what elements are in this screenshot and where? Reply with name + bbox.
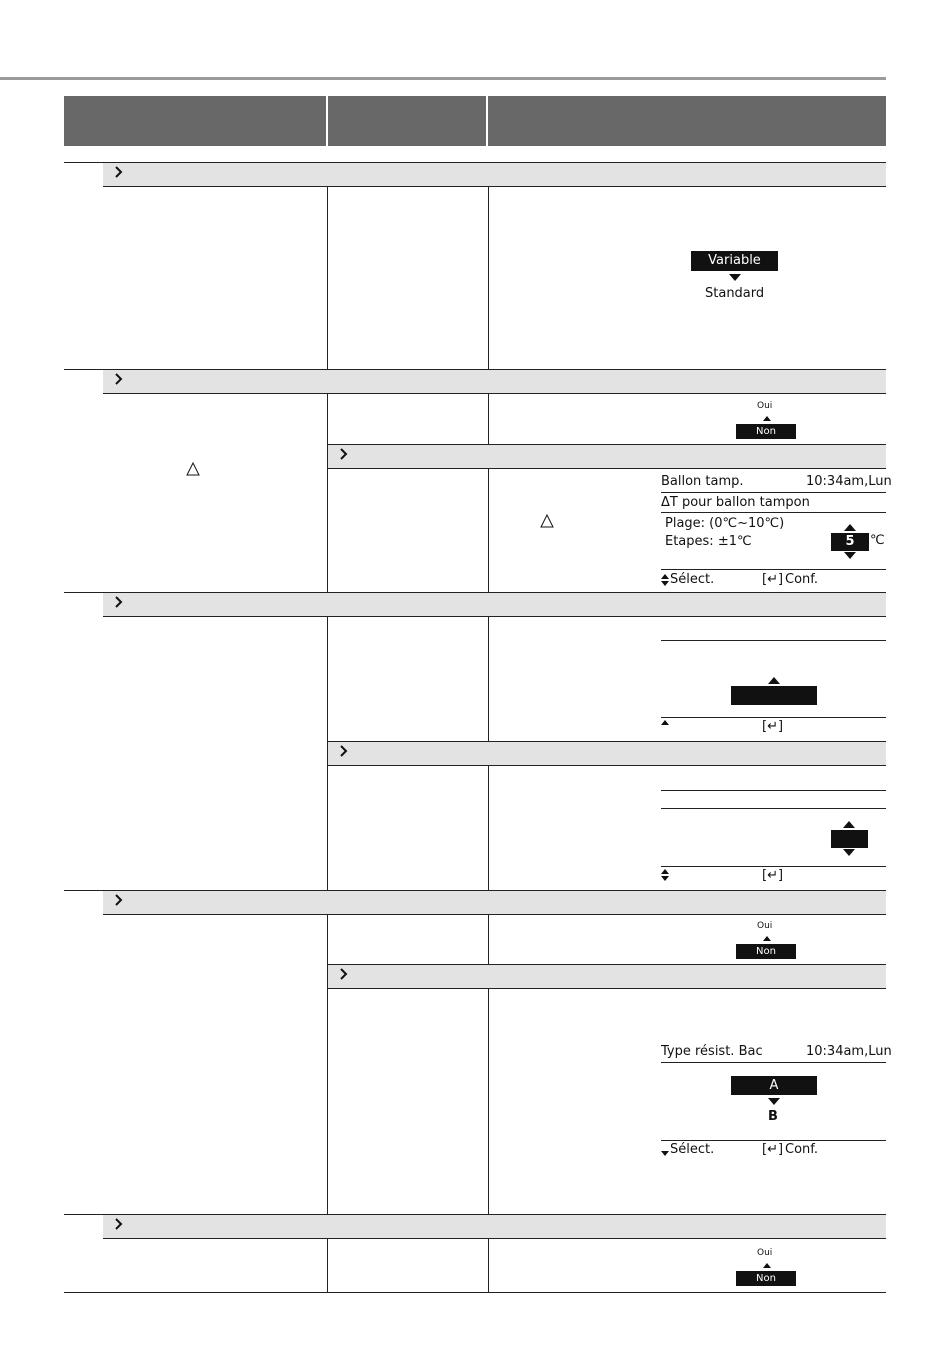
down-arrow-icon xyxy=(768,1098,780,1105)
buffer-screen-steps: Etapes: ±1℃ xyxy=(665,534,752,549)
up-arrow-icon xyxy=(768,677,780,684)
down-arrow-icon xyxy=(661,1151,669,1156)
col-divider xyxy=(327,915,328,1214)
section-4-band xyxy=(103,890,886,915)
up-arrow-icon xyxy=(763,1263,771,1268)
section-3-band xyxy=(103,592,886,617)
enter-icon: [↵] xyxy=(762,719,784,734)
warning-triangle-icon xyxy=(540,514,554,528)
down-arrow-icon xyxy=(843,849,855,856)
variable-other-option: Standard xyxy=(705,286,765,301)
toggle-1-option-selected: Non xyxy=(736,424,796,439)
screen-rule xyxy=(661,790,886,791)
section-1-band xyxy=(103,162,886,187)
col-divider xyxy=(327,1239,328,1292)
up-arrow-icon xyxy=(661,720,669,725)
drain-screen-title: Type résist. Bac xyxy=(661,1044,763,1059)
up-arrow-icon xyxy=(844,524,856,531)
sub-band-3a xyxy=(328,741,886,766)
col-divider xyxy=(327,187,328,369)
toggle-2-option-selected: Non xyxy=(736,944,796,959)
buffer-screen-range: Plage: (0℃~10℃) xyxy=(665,516,785,531)
buffer-screen-time: 10:34am,Lun xyxy=(806,474,892,489)
buffer-screen-subtitle: ΔT pour ballon tampon xyxy=(661,495,810,510)
table-bottom-rule xyxy=(64,1292,886,1293)
drain-screen-time: 10:34am,Lun xyxy=(806,1044,892,1059)
col-divider xyxy=(488,1239,489,1292)
col-divider xyxy=(488,394,489,592)
chevron-right-icon xyxy=(115,373,123,385)
screen-rule xyxy=(661,569,886,570)
buffer-screen-title: Ballon tamp. xyxy=(661,474,744,489)
chevron-right-icon xyxy=(340,745,348,757)
enter-icon: [↵] xyxy=(762,572,784,587)
enter-icon: [↵] xyxy=(762,868,784,883)
toggle-2-option-top: Oui xyxy=(757,921,773,931)
chevron-right-icon xyxy=(340,448,348,460)
screen-rule xyxy=(661,808,886,809)
chevron-right-icon xyxy=(115,1218,123,1230)
top-rule xyxy=(0,77,886,80)
col-divider xyxy=(488,915,489,1214)
drain-screen-other: B xyxy=(768,1109,778,1124)
screen-rule xyxy=(661,1062,886,1063)
buffer-screen-confirm: Conf. xyxy=(785,572,819,587)
buffer-screen-unit: ℃ xyxy=(870,533,885,548)
up-arrow-icon xyxy=(661,574,669,579)
table-header-col-2 xyxy=(328,96,486,146)
enter-icon: [↵] xyxy=(762,1142,784,1157)
chevron-right-icon xyxy=(115,894,123,906)
chevron-right-icon xyxy=(115,596,123,608)
section-5-band xyxy=(103,1214,886,1239)
blank-value-box xyxy=(831,830,868,848)
drain-screen-select: Sélect. xyxy=(670,1142,715,1157)
drain-screen-selected: A xyxy=(731,1076,817,1095)
toggle-3-option-selected: Non xyxy=(736,1271,796,1286)
down-arrow-icon xyxy=(844,552,856,559)
down-arrow-icon xyxy=(729,274,741,281)
chevron-right-icon xyxy=(340,968,348,980)
table-header-col-1 xyxy=(64,96,326,146)
screen-rule xyxy=(661,717,886,718)
toggle-1-option-top: Oui xyxy=(757,401,773,411)
buffer-screen-value: 5 xyxy=(831,533,869,551)
chevron-right-icon xyxy=(115,166,123,178)
table-header-col-3 xyxy=(488,96,886,146)
down-arrow-icon xyxy=(661,876,669,881)
warning-triangle-icon xyxy=(186,462,200,476)
variable-selected-option: Variable xyxy=(691,251,778,271)
screen-rule xyxy=(661,512,886,513)
screen-rule xyxy=(661,866,886,867)
toggle-3-option-top: Oui xyxy=(757,1248,773,1258)
up-arrow-icon xyxy=(763,936,771,941)
col-divider xyxy=(488,187,489,369)
up-arrow-icon xyxy=(763,416,771,421)
sub-band-4a xyxy=(328,964,886,989)
up-arrow-icon xyxy=(661,869,669,874)
buffer-screen-select: Sélect. xyxy=(670,572,715,587)
down-arrow-icon xyxy=(661,581,669,586)
blank-selection-box xyxy=(731,686,817,705)
up-arrow-icon xyxy=(843,821,855,828)
drain-screen-confirm: Conf. xyxy=(785,1142,819,1157)
screen-rule xyxy=(661,640,886,641)
sub-band-2a xyxy=(328,444,886,469)
screen-rule xyxy=(661,1140,886,1141)
screen-rule xyxy=(661,492,886,493)
col-divider xyxy=(327,394,328,592)
section-2-band xyxy=(103,369,886,394)
